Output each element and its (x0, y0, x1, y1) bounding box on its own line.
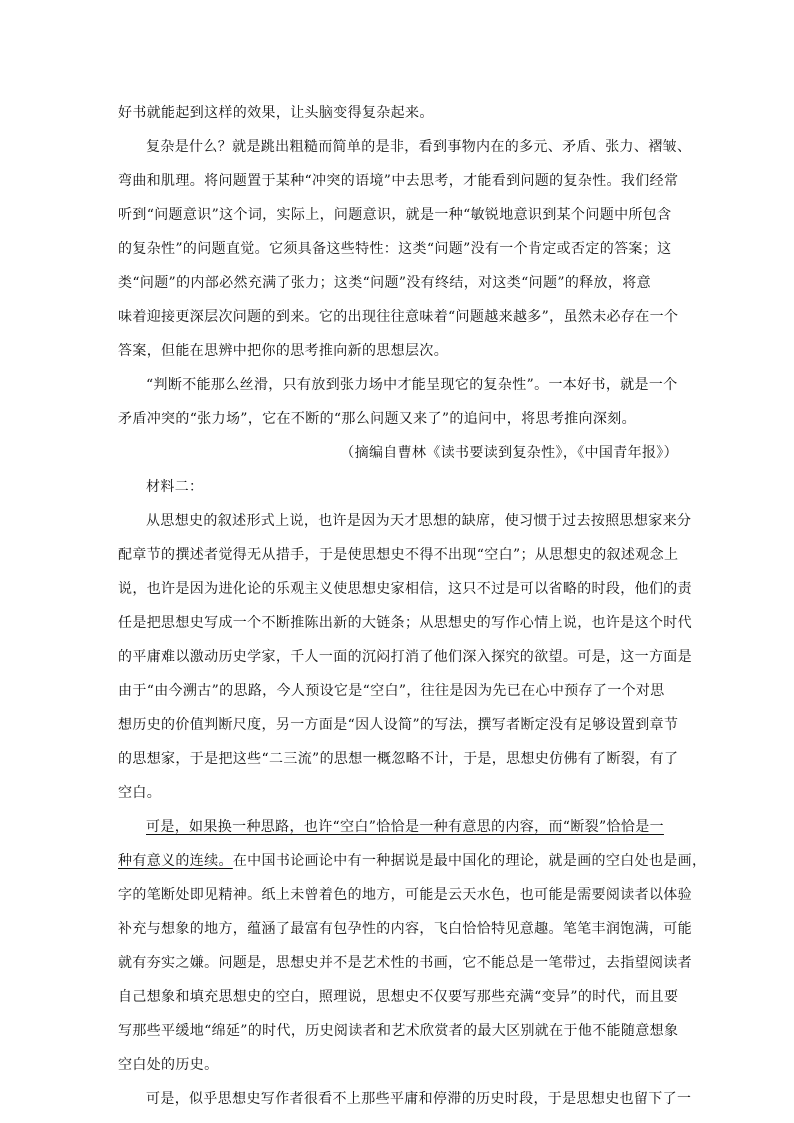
text-line: 弯曲和肌理。将问题置于某种“冲突的语境”中去思考，才能看到问题的复杂性。我们经常 (118, 173, 679, 189)
text-line: 由于“由今溯古”的思路，今人预设它是“空白”，往往是因为先已在心中预存了一个对思 (118, 683, 665, 699)
text-line: 说，也许是因为进化论的乐观主义使思想史家相信，这只不过是可以省略的时段，他们的责 (118, 581, 692, 597)
text-line: 写那些平缓地“绵延”的时代，历史阅读者和艺术欣赏者的最大区别就在于他不能随意想象 (118, 1023, 679, 1039)
paragraph-line: 复杂是什么？就是跳出粗糙而简单的是非，看到事物内在的多元、矛盾、张力、褶皱、 (146, 139, 692, 155)
text-line: 听到“问题意识”这个词，实际上，问题意识，就是一种“敏锐地意识到某个问题中所包含 (118, 207, 672, 223)
text-line: 味着迎接更深层次问题的到来。它的出现往往意味着“问题越来越多”，虽然未必存在一个 (118, 309, 679, 325)
document-page (118, 96, 707, 1116)
text-line: 就有夯实之嫌。问题是，思想史并不是艺术性的书画，它不能总是一笔带过，去指望阅读者 (118, 955, 692, 971)
text-line: 的复杂性”的问题直觉。它须具备这些特性：这类“问题”没有一个肯定或否定的答案；这 (118, 241, 672, 257)
text-span: 在中国书论画论中有一种据说是最中国化的理论，就是画的空白处也是画， (232, 853, 707, 869)
paragraph-line: 从思想史的叙述形式上说，也许是因为天才思想的缺席，使习惯于过去按照思想家来分 (146, 513, 692, 529)
text-line: 空白。 (118, 785, 162, 801)
text-line: 矛盾冲突的“张力场”，它在不断的“那么问题又来了”的追问中，将思考推向深刻。 (118, 411, 636, 427)
text-line: 答案，但能在思辨中把你的思考推向新的思想层次。 (118, 343, 449, 359)
text-line: 补充与想象的地方，蕴涵了最富有包孕性的内容，飞白恰恰特见意趣。笔笔丰润饱满，可能 (118, 921, 692, 937)
underlined-text: 可是，如果换一种思路，也许“空白”恰恰是一种有意思的内容，而“断裂”恰恰是一 (146, 819, 664, 835)
paragraph-line (118, 810, 678, 844)
paragraph-line: 可是，似乎思想史写作者很看不上那些平庸和停滞的历史时段，于是思想史也留下了一 (146, 1091, 692, 1107)
text-line: 的思想家，于是把这些“二三流”的思想一概忽略不计，于是，思想史仿佛有了断裂，有了 (118, 751, 679, 767)
source-citation: （摘编自曹林《读书要读到复杂性》，《中国青年报》） (340, 445, 678, 461)
text-line: 空白处的历史。 (118, 1057, 219, 1073)
text-line: 任是把思想史写成一个不断推陈出新的大链条；从思想史的写作心情上说，也许是这个时代 (118, 615, 692, 631)
text-line: 字的笔断处即见精神。纸上未曾着色的地方，可能是云天水色，也可能是需要阅读者以体验 (118, 887, 692, 903)
text-line: 的平庸难以激动历史学家，千人一面的沉闷打消了他们深入探究的欲望。可是，这一方面是 (118, 649, 692, 665)
text-line: 自己想象和填充思想史的空白，照理说，思想史不仅要写那些充满“变异”的时代，而且要 (118, 989, 679, 1005)
text-line: 好书就能起到这样的效果，让头脑变得复杂起来。 (118, 105, 434, 121)
text-line (118, 844, 707, 878)
text-line: 想历史的价值判断尺度，另一方面是“因人设简”的写法，撰写者断定没有足够设置到章节 (118, 717, 679, 733)
paragraph-line: “判断不能那么丝滑，只有放到张力场中才能呈现它的复杂性”。一本好书，就是一个 (146, 377, 678, 393)
section-heading: 材料二： (146, 479, 204, 495)
underlined-text: 种有意义的连续。 (118, 853, 233, 869)
text-line: 类“问题”的内部必然充满了张力；这类“问题”没有终结，对这类“问题”的释放，将意 (118, 275, 651, 291)
text-line: 配章节的撰述者觉得无从措手，于是使思想史不得不出现“空白”；从思想史的叙述观念上 (118, 547, 679, 563)
